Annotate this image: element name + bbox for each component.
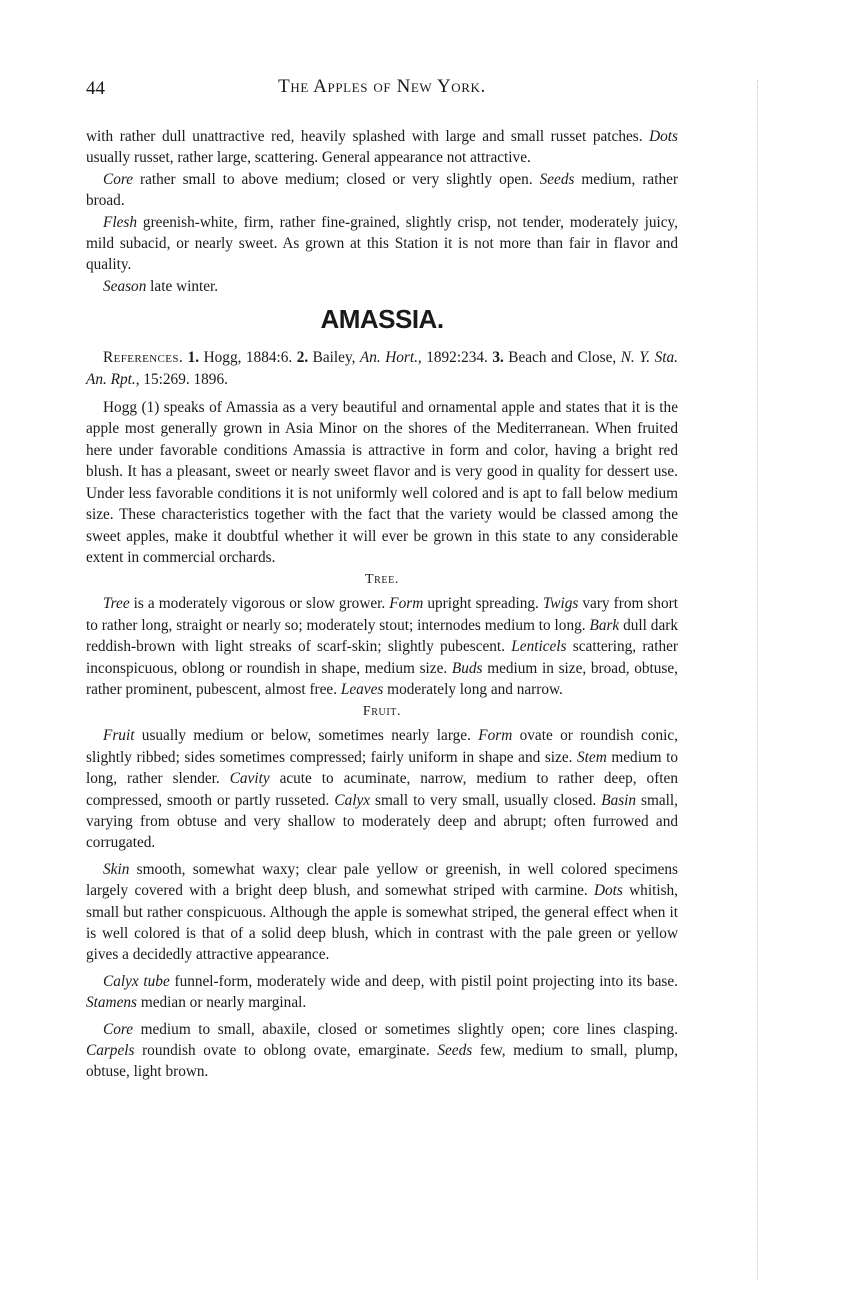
intro-paragraph: Hogg (1) speaks of Amassia as a very beautiful and ornamental apple and states that it is the apple most generally grown in Asia Minor on the shores of the Mediterranean. When fruited here under favorable conditions Amassia is attractive in form and color, having a bright red blush. It has a pleasant, sweet or nearly sweet flavor and is very good in quality for dessert use. Under less favorable conditions it is not uniformly well colored and is apt to fall below medium size. These characteristics together with the fact that the variety would be classed among the sweet apples, make it doubtful whether it will ever be grown in this state to any considerable extent in commercial orchards. [86,399,678,566]
page-header [86,76,678,108]
fruit-paragraph: Fruit usually medium or below, sometimes nearly large. Form ovate or roundish conic, slightly ribbed; sides sometimes compressed; fairly uniform in shape and size. Stem medium to long, rather slender. Cavity acute to acuminate, narrow, medium to rather deep, often compressed, smooth or partly russeted. Calyx small to very small, usually closed. Basin small, varying from obtuse and very shallow to moderately deep and abrupt; often furrowed and corrugated. [86,727,679,852]
variety-title: AMASSIA. [320,304,444,335]
page-number: 44 [86,78,105,99]
skin-paragraph: Skin smooth, somewhat waxy; clear pale yellow or greenish, in well colored specimens largely covered with a bright deep blush, and somewhat striped with carmine. Dots whitish, small but rather conspicuous. Although the apple is somewhat striped, the general effect when it is well colored is that of a solid deep blush, which in contrast with the pale green or yellow gives a decidedly attractive appearance. [86,860,678,964]
running-title: The Apples of New York. [278,76,486,97]
references-paragraph: References. 1. Hogg, 1884:6. 2. Bailey, An. Hort., 1892:234. 3. Beach and Close, N. Y. Sta. An. Rpt., 15:269. 1896. [86,349,678,388]
continuation-season-paragraph: Season late winter. [103,277,219,295]
tree-paragraph: Tree is a moderately vigorous or slow grower. Form upright spreading. Twigs vary from short to rather long, straight or nearly so; moderately stout; internodes medium to long. Bark dull dark reddish-brown with light streaks of scarf-skin; slightly pubescent. Lenticels scattering, rather inconspicuous, oblong or roundish in shape, medium size. Buds medium in size, broad, obtuse, rather prominent, pubescent, almost free. Leaves moderately long and narrow. [86,595,679,698]
previous-variety-continuation [86,126,678,297]
scan-margin-artifact [757,80,760,1280]
continuation-flesh-paragraph: Flesh greenish-white, firm, rather fine-grained, slightly crisp, not tender, moderately juicy, mild subacid, or nearly sweet. As grown at this Station it is not more than fair in flavor and quality. [86,213,678,274]
continuation-core-paragraph: Core rather small to above medium; closed or very slightly open. Seeds medium, rather broad. [86,170,678,210]
tree-heading: Tree. [365,572,399,588]
core-paragraph: Core medium to small, abaxile, closed or sometimes slightly open; core lines clasping. Carpels roundish ovate to oblong ovate, emarginate. Seeds few, medium to small, plump, obtuse, light brown. [86,1020,678,1081]
calyx-tube-paragraph: Calyx tube funnel-form, moderately wide and deep, with pistil point projecting into its base. Stamens median or nearly marginal. [86,972,679,1012]
continuation-color-paragraph: with rather dull unattractive red, heavily splashed with large and small russet patches. Dots usually russet, rather large, scattering. General appearance not attractive. [86,128,678,167]
book-page [86,76,678,1083]
fruit-heading: Fruit. [362,704,402,720]
